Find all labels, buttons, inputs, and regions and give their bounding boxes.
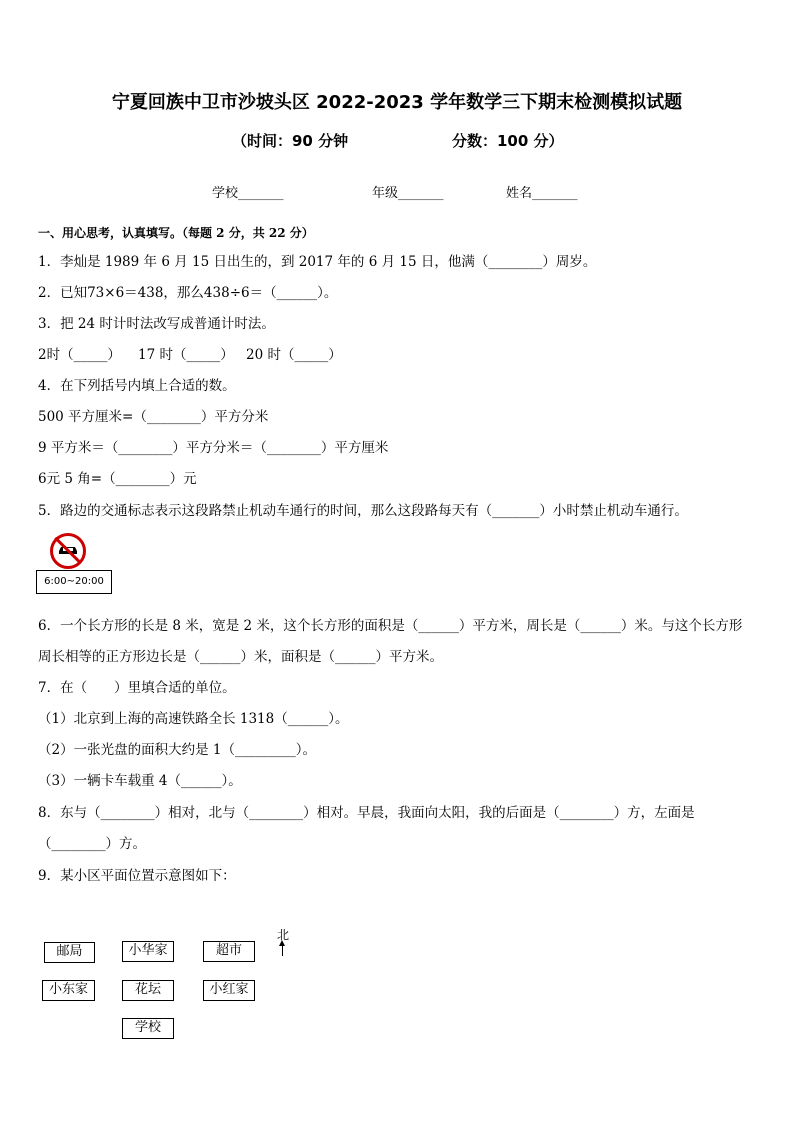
map-school: 学校: [122, 1018, 174, 1039]
question-7-part-2: （2）一张光盘的面积大约是 1（_________）。: [38, 742, 316, 758]
question-3-part-b: 17 时（_____）: [138, 347, 234, 363]
question-2: 2．已知73×6＝438，那么438÷6＝（______）。: [38, 285, 338, 301]
map-xiaodong-home: 小东家: [42, 980, 95, 1001]
exam-score: 分数：100 分）: [452, 132, 564, 150]
school-field: 学校_______: [212, 186, 284, 201]
page-title: 宁夏回族中卫市沙坡头区 2022-2023 学年数学三下期末检测模拟试题: [111, 92, 683, 113]
name-field: 姓名_______: [506, 186, 578, 201]
question-4-part-b: 9 平方米＝（________）平方分米＝（________）平方厘米: [38, 440, 389, 456]
question-1: 1．李灿是 1989 年 6 月 15 日出生的，到 2017 年的 6 月 15 日，他满（________）周岁。: [38, 254, 597, 270]
question-4-part-c: 6元 5 角=（________）元: [38, 471, 197, 487]
section-heading: 一、用心思考，认真填写。（每题 2 分，共 22 分）: [38, 226, 314, 240]
question-8-line-2: （________）方。: [38, 836, 146, 852]
north-arrow-icon: [282, 942, 283, 956]
north-label: 北: [276, 928, 289, 942]
map-supermarket: 超市: [203, 941, 255, 962]
map-post-office: 邮局: [44, 942, 95, 963]
question-7-part-3: （3）一辆卡车载重 4（______）。: [38, 773, 242, 789]
question-3-part-c: 20 时（_____）: [246, 347, 342, 363]
question-5: 5．路边的交通标志表示这段路禁止机动车通行的时间，那么这段路每天有（_______）小时禁止机动车通行。: [38, 503, 688, 519]
question-4: 4．在下列括号内填上合适的数。: [38, 378, 236, 394]
question-6-line-2: 周长相等的正方形边长是（______）米，面积是（______）平方米。: [38, 649, 443, 665]
question-3-part-a: 2时（_____）: [38, 347, 121, 363]
question-6-line-1: 6．一个长方形的长是 8 米，宽是 2 米，这个长方形的面积是（______）平方米，周长是（______）米。与这个长方形: [38, 618, 743, 634]
sign-time-board: 6:00~20:00: [36, 570, 112, 594]
question-9: 9．某小区平面位置示意图如下：: [38, 868, 236, 884]
grade-field: 年级_______: [372, 186, 444, 201]
exam-time: （时间：90 分钟: [232, 132, 349, 150]
question-3: 3．把 24 时计时法改写成普通计时法。: [38, 316, 275, 332]
question-4-part-a: 500 平方厘米=（________）平方分米: [38, 409, 269, 425]
map-flower-bed: 花坛: [122, 980, 174, 1001]
question-7: 7．在（ ）里填合适的单位。: [38, 680, 236, 696]
no-motor-vehicle-sign: [36, 533, 112, 595]
map-xiaohua-home: 小华家: [122, 941, 174, 962]
question-7-part-1: （1）北京到上海的高速铁路全长 1318（______）。: [38, 711, 349, 727]
question-8-line-1: 8．东与（________）相对，北与（________）相对。早晨，我面向太阳，我的后面是（________）方，左面是: [38, 805, 695, 821]
map-xiaohong-home: 小红家: [203, 980, 255, 1001]
